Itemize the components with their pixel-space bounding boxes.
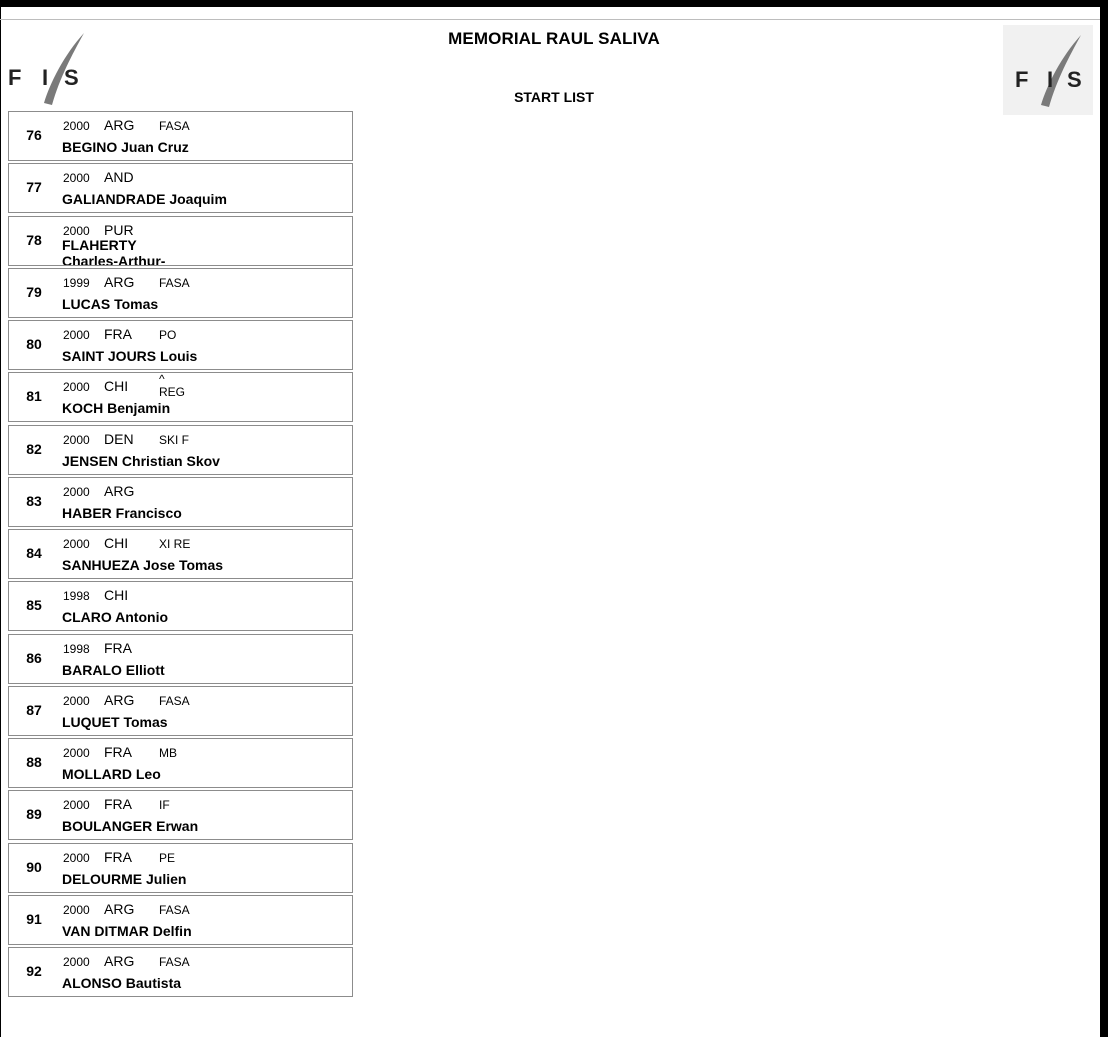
start-list-entry [8,738,353,788]
bib-number: 78 [26,232,42,248]
athlete-name: KOCH Benjamin [62,400,171,416]
start-list-entry [8,686,353,736]
nation-code: FRA [104,640,132,656]
bib-number: 80 [26,336,42,352]
nation-code: AND [104,169,134,185]
nation-code: CHI [104,587,129,603]
nation-code: FRA [104,849,132,865]
birth-year: 2000 [63,485,90,499]
birth-year: 1999 [63,276,90,290]
nation-code: PUR [104,222,134,238]
bib-number: 91 [26,911,42,927]
start-list-entry [8,947,353,997]
start-list-entry [8,320,353,370]
list-title: START LIST [514,89,594,105]
birth-year: 2000 [63,119,90,133]
nation-code: ARG [104,483,135,499]
athlete-name: DELOURME Julien [62,871,187,887]
start-list-entry [8,268,353,318]
event-title: MEMORIAL RAUL SALIVA [448,29,660,48]
start-list-entry [8,529,353,579]
birth-year: 1998 [63,642,90,656]
athlete-name: HABER Francisco [62,505,182,521]
bib-number: 86 [26,650,42,666]
athlete-name: SAINT JOURS Louis [62,348,198,364]
birth-year: 2000 [63,851,90,865]
athlete-name: GALIANDRADE Joaquim [62,191,227,207]
start-list-entry [8,216,353,266]
bib-number: 77 [26,179,42,195]
club-code: FASA [159,903,190,917]
start-list-entry [8,895,353,945]
club-code: FASA [159,119,190,133]
birth-year: 1998 [63,589,90,603]
athlete-name: MOLLARD Leo [62,766,161,782]
bib-number: 88 [26,754,42,770]
club-code: IF [159,798,170,812]
right-border [1100,7,1108,1037]
start-list-entry [8,477,353,527]
athlete-name: CLARO Antonio [62,609,169,625]
athlete-name: JENSEN Christian Skov [62,453,220,469]
athlete-name: ALONSO Bautista [62,975,182,991]
nation-code: CHI [104,535,129,551]
bib-number: 83 [26,493,42,509]
birth-year: 2000 [63,433,90,447]
athlete-name: SANHUEZA Jose Tomas [62,557,224,573]
bib-number: 84 [26,545,42,561]
nation-code: FRA [104,796,132,812]
club-code: SKI F [159,433,190,447]
start-list-entry [8,163,353,213]
nation-code: FRA [104,744,132,760]
club-code: FASA [159,955,190,969]
club-code: XI RE [159,537,191,551]
athlete-name: LUCAS Tomas [62,296,159,312]
bib-number: 76 [26,127,42,143]
nation-code: FRA [104,326,132,342]
nation-code: ARG [104,953,135,969]
nation-code: ARG [104,692,135,708]
logo-letter-i: I [42,65,49,90]
club-code: FASA [159,694,190,708]
club-code: PE [159,851,176,865]
club-code: MB [159,746,177,760]
athlete-name: BOULANGER Erwan [62,818,199,834]
bib-number: 89 [26,806,42,822]
logo-letter-s: S [1067,67,1082,92]
athlete-name: BARALO Elliott [62,662,165,678]
birth-year: 2000 [63,955,90,969]
logo-letter-s: S [64,65,79,90]
birth-year: 2000 [63,380,90,394]
athlete-name: LUQUET Tomas [62,714,168,730]
birth-year: 2000 [63,798,90,812]
athlete-name: VAN DITMAR Delfin [62,923,192,939]
nation-code: DEN [104,431,134,447]
start-list-entry [8,425,353,475]
nation-code: ARG [104,274,135,290]
bib-number: 85 [26,597,42,613]
bib-number: 87 [26,702,42,718]
athlete-name: BEGINO Juan Cruz [62,139,189,155]
top-border [0,0,1108,7]
header-rule [0,19,1100,20]
start-list-entry [8,843,353,893]
birth-year: 2000 [63,224,90,238]
nation-code: ARG [104,117,135,133]
start-list-entry [8,581,353,631]
birth-year: 2000 [63,537,90,551]
bib-number: 79 [26,284,42,300]
club-code: FASA [159,276,190,290]
bib-number: 92 [26,963,42,979]
bib-number: 81 [26,388,42,404]
club-code: PO [159,328,177,342]
birth-year: 2000 [63,746,90,760]
birth-year: 2000 [63,328,90,342]
bib-number: 90 [26,859,42,875]
start-list-entry [8,372,353,422]
start-list-entry [8,790,353,840]
athlete-name: FLAHERTY Charles-Arthur- [62,237,166,266]
start-list-entry [8,634,353,684]
logo-letter-f: F [8,65,22,90]
birth-year: 2000 [63,694,90,708]
start-list-entry [8,111,353,161]
bib-number: 82 [26,441,42,457]
birth-year: 2000 [63,903,90,917]
birth-year: 2000 [63,171,90,185]
nation-code: CHI [104,378,129,394]
club-code: ^ REG [159,372,186,399]
logo-letter-i: I [1047,67,1054,92]
nation-code: ARG [104,901,135,917]
left-border [0,7,1,1037]
logo-letter-f: F [1015,67,1029,92]
